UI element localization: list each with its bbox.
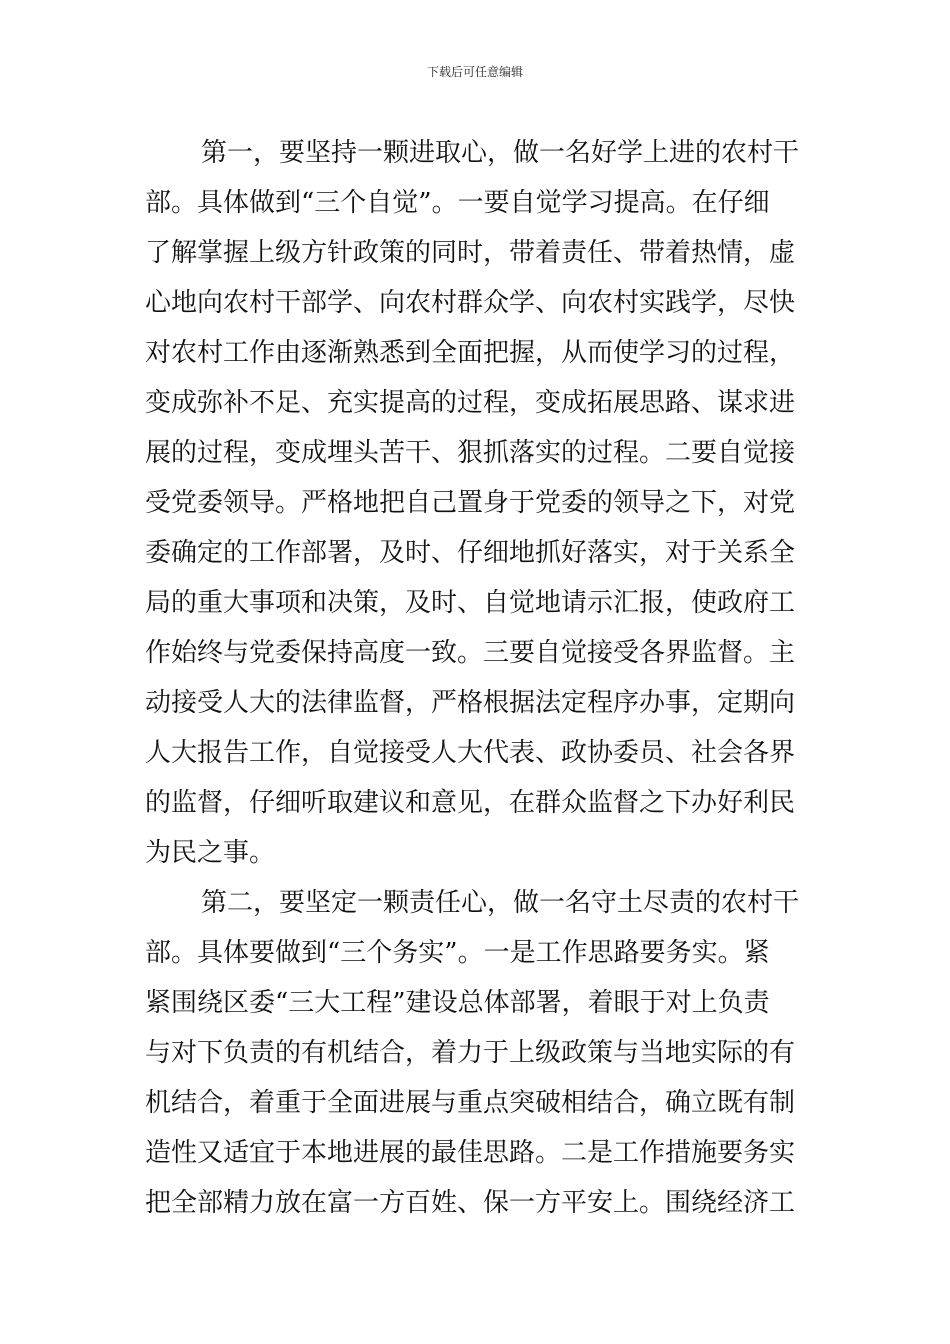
paragraph-line: 展的过程，变成埋头苦干、狠抓落实的过程。二要自觉接 <box>145 438 796 468</box>
paragraph-line: 部。具体要做到“三个务实”。一是工作思路要务实。紧 <box>145 938 770 968</box>
paragraph-line: 紧围绕区委“三大工程”建设总体部署，着眼于对上负责 <box>145 988 770 1018</box>
paragraph-line: 机结合，着重于全面进展与重点突破相结合，确立既有制 <box>145 1088 796 1118</box>
paragraph-line: 部。具体做到“三个自觉”。一要自觉学习提高。在仔细 <box>145 188 770 218</box>
paragraph-line: 委确定的工作部署，及时、仔细地抓好落实，对于关系全 <box>145 538 796 568</box>
page-header: 下载后可任意编辑 <box>426 65 523 79</box>
paragraph-line: 了解掌握上级方针政策的同时，带着责任、带着热情，虚 <box>145 238 796 268</box>
paragraph-line: 动接受人大的法律监督，严格根据法定程序办事，定期向 <box>145 688 796 718</box>
paragraph-line: 受党委领导。严格地把自己置身于党委的领导之下，对党 <box>145 488 796 518</box>
paragraph-line: 第二，要坚定一颗责任心，做一名守土尽责的农村干 <box>201 888 800 918</box>
paragraph-line: 作始终与党委保持高度一致。三要自觉接受各界监督。主 <box>145 638 796 668</box>
paragraph-line: 的监督，仔细听取建议和意见，在群众监督之下办好利民 <box>145 788 796 818</box>
paragraph-1 <box>145 128 810 878</box>
paragraph-line: 对农村工作由逐渐熟悉到全面把握，从而使学习的过程， <box>145 338 796 368</box>
document-body <box>145 128 810 1228</box>
paragraph-line: 变成弥补不足、充实提高的过程，变成拓展思路、谋求进 <box>145 388 796 418</box>
paragraph-line: 局的重大事项和决策，及时、自觉地请示汇报，使政府工 <box>145 588 796 618</box>
paragraph-line: 为民之事。 <box>145 838 276 868</box>
paragraph-line: 把全部精力放在富一方百姓、保一方平安上。围绕经济工 <box>145 1188 796 1218</box>
paragraph-2 <box>145 878 810 1228</box>
paragraph-line: 第一，要坚持一颗进取心，做一名好学上进的农村干 <box>201 138 800 168</box>
paragraph-line: 与对下负责的有机结合，着力于上级政策与当地实际的有 <box>145 1038 796 1068</box>
paragraph-line: 造性又适宜于本地进展的最佳思路。二是工作措施要务实 <box>145 1138 796 1168</box>
paragraph-line: 心地向农村干部学、向农村群众学、向农村实践学，尽快 <box>145 288 796 318</box>
paragraph-line: 人大报告工作，自觉接受人大代表、政协委员、社会各界 <box>145 738 796 768</box>
